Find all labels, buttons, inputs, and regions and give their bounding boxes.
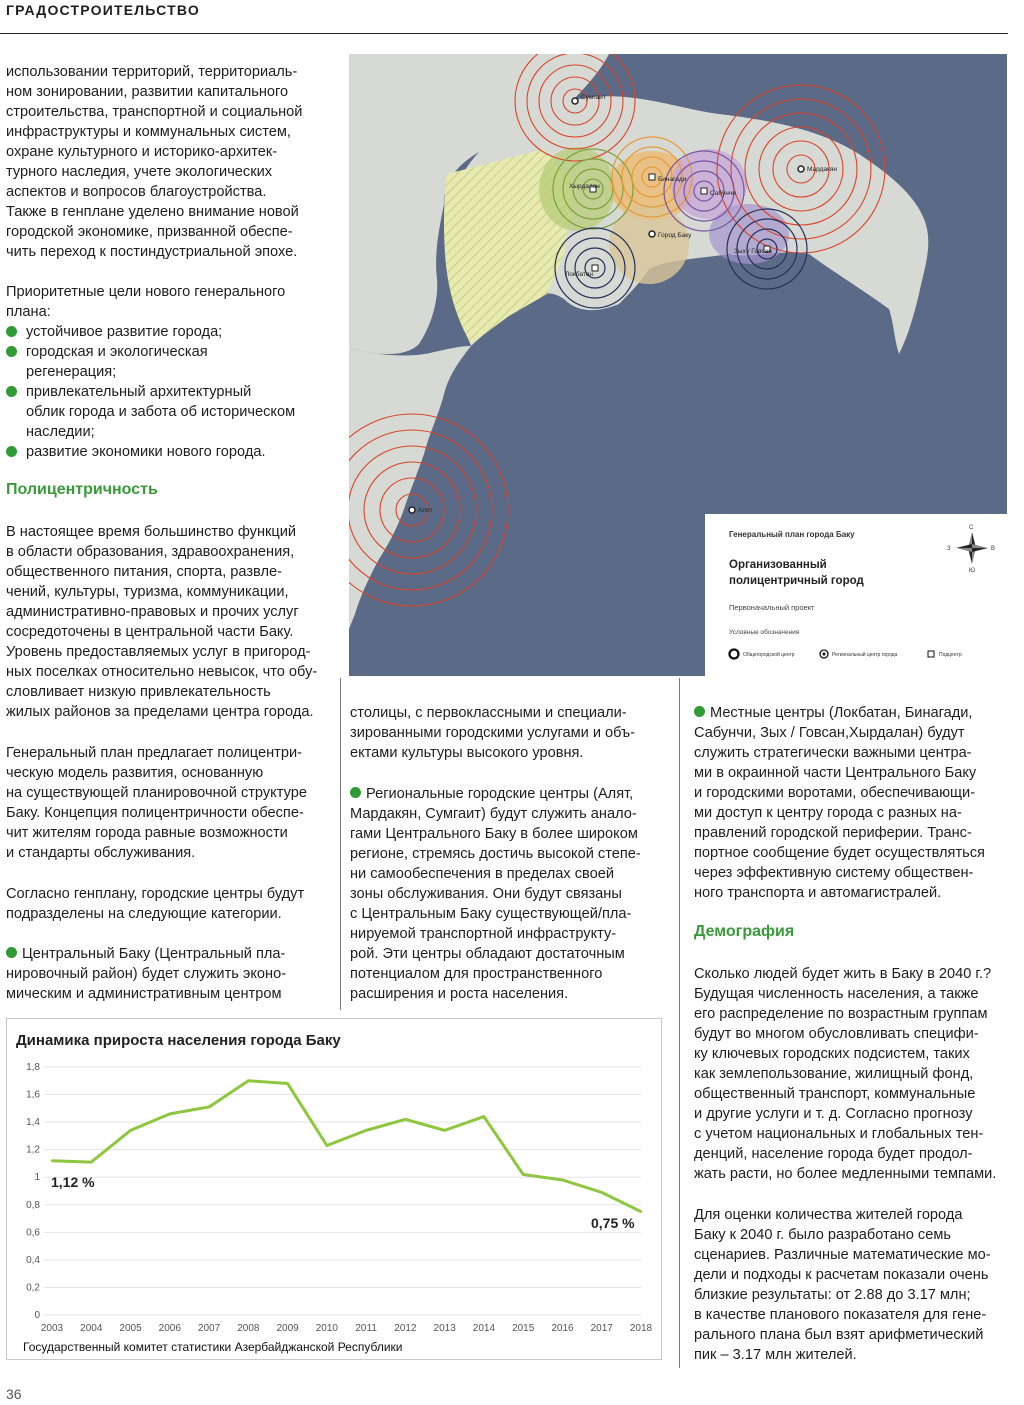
x-tick-label: 2010 xyxy=(315,1323,338,1334)
legend-heading-line2: полицентричный город xyxy=(729,575,864,587)
y-tick-label: 0,4 xyxy=(26,1254,40,1266)
list-item xyxy=(6,382,328,442)
legend-subcenter-icon xyxy=(928,651,934,657)
x-tick-label: 2018 xyxy=(629,1323,653,1334)
compass-west: З xyxy=(947,546,951,552)
center-marker xyxy=(409,507,415,513)
chart-x-axis xyxy=(41,1323,653,1334)
map-label-baku: Город Баку xyxy=(658,232,692,239)
data-point xyxy=(483,1115,485,1117)
compass-north: С xyxy=(969,525,974,531)
list-item-text: развитие экономики нового города. xyxy=(26,444,266,460)
bullet-dot xyxy=(6,346,17,357)
center-marker xyxy=(572,98,578,104)
list-item-text: устойчивое развитие города; xyxy=(26,324,223,340)
y-tick-label: 0,6 xyxy=(26,1227,40,1239)
y-tick-label: 1,2 xyxy=(26,1144,40,1156)
regional-centers-text: Региональные городские центры (Алят, Мардакян, Сумгаит) будут служить анало- гами Центрального Баку в более широком регионе, стремясь достичь высокой степе- ни самообеспечения в пределах своей зоны обслуживания. Они будут связаны с Центральным Баку существующей/пла- нируемой транспортной инфраструкту- рой. Эти центры обладают достаточным потенциалом для пространственного расширения и роста населения. xyxy=(350,786,641,1002)
legend-key-title: Условные обозначения xyxy=(729,629,800,636)
central-baku-paragraph xyxy=(6,944,336,1004)
chart-canvas xyxy=(7,1019,661,1359)
x-tick-label: 2007 xyxy=(197,1323,221,1334)
x-tick-label: 2017 xyxy=(590,1323,613,1334)
x-tick-label: 2014 xyxy=(472,1323,496,1334)
map-label-sumgait: Сумгаит xyxy=(581,94,606,101)
list-item xyxy=(6,442,328,462)
population-growth-chart xyxy=(6,1018,662,1360)
bullet-dot xyxy=(694,706,705,717)
data-point xyxy=(286,1082,288,1084)
chart-series-line xyxy=(52,1081,641,1212)
bullet-dot xyxy=(6,446,17,457)
data-point xyxy=(365,1129,367,1131)
center-marker xyxy=(649,174,655,180)
legend-subtitle: Первоначальный проект xyxy=(729,603,815,612)
data-point xyxy=(640,1210,642,1212)
local-centers-paragraph xyxy=(694,703,1014,903)
section-title: ГРАДОСТРОИТЕЛЬСТВО xyxy=(6,2,200,18)
annotation-end: 0,75 % xyxy=(591,1215,635,1231)
legend-city-center-icon xyxy=(730,650,739,659)
data-point xyxy=(51,1159,53,1161)
x-tick-label: 2008 xyxy=(237,1323,260,1334)
intro-paragraph: использовании территорий, территориаль- ном зонировании, развитии капитального строительства, транспортной и социальной инфраструктуры и коммунальных систем, охране культурного и историко-архитек- турного наследия, учете экологических аспектов и вопросов благоустройства. Также в генплане уделено внимание новой городской экономике, призванной обеспе- чить переход к постиндустриальной эпохе. xyxy=(6,64,303,260)
compass-east: В xyxy=(991,546,996,552)
data-point xyxy=(129,1129,131,1131)
legend-heading-line1: Организованный xyxy=(729,559,827,571)
data-point xyxy=(404,1118,406,1120)
polycentricity-paragraph-3: Согласно генплану, городские центры будут подразделены на следующие категории. xyxy=(6,886,305,922)
bullet-dot xyxy=(6,386,17,397)
legend-regional-center-dot xyxy=(823,653,826,656)
list-item-text: городская и экологическая регенерация; xyxy=(26,344,208,380)
x-tick-label: 2012 xyxy=(394,1323,417,1334)
x-tick-label: 2009 xyxy=(276,1323,299,1334)
x-tick-label: 2013 xyxy=(433,1323,456,1334)
zone-tan xyxy=(609,204,689,284)
column-divider xyxy=(340,678,341,1010)
map-label-binagadi: Бинагади xyxy=(658,176,687,183)
center-marker xyxy=(701,188,707,194)
map-label-lokbatan: Локбатан xyxy=(565,271,594,278)
y-tick-label: 1 xyxy=(34,1172,40,1184)
col2-paragraph-1: столицы, с первоклассными и специали- зированными городскими услугами и объ- ектами культуры высокого уровня. xyxy=(350,705,636,761)
data-point xyxy=(90,1161,92,1163)
list-item xyxy=(6,342,328,382)
y-tick-label: 0,2 xyxy=(26,1282,40,1294)
center-marker xyxy=(798,166,804,172)
polycentricity-paragraph-2: Генеральный план предлагает полицентри- ческую модель развития, основанную на существующей планировочной структуре Баку. Концепция полицентричности обеспе- чит жителям города равные возможности и стандарты обслуживания. xyxy=(6,745,307,861)
chart-title: Динамика прироста населения города Баку xyxy=(16,1032,341,1049)
legend-title: Генеральный план города Баку xyxy=(729,530,855,539)
annotation-start: 1,12 % xyxy=(51,1174,95,1190)
y-tick-label: 0,8 xyxy=(26,1199,40,1211)
list-item-text: привлекательный архитектурный облик города и забота об историческом наследии; xyxy=(26,384,296,440)
x-tick-label: 2016 xyxy=(551,1323,574,1334)
data-point xyxy=(561,1179,563,1181)
y-tick-label: 1,4 xyxy=(26,1117,40,1129)
compass-south: Ю xyxy=(969,568,976,574)
local-centers-text: Местные центры (Локбатан, Бинагади, Сабунчи, Зых / Говсан,Хырдалан) будут служить стратегически важными центра- ми в окраинной части Центрального Баку и городскими воротами, обеспечивающи- ми доступ к центру города с разных на- правлений городской периферии. Транс- портное сообщение будет осуществляться через эффективную систему обществен- ного транспорта и автомагистралей. xyxy=(694,705,985,901)
priorities-list xyxy=(6,322,328,462)
legend-item-city-center: Общегородской центр xyxy=(743,652,795,658)
page-number: 36 xyxy=(6,1386,22,1402)
chart-source: Государственный комитет статистики Азербайджанской Республики xyxy=(23,1340,403,1354)
x-tick-label: 2004 xyxy=(80,1323,103,1334)
data-point xyxy=(522,1173,524,1175)
y-tick-label: 1,6 xyxy=(26,1089,40,1101)
legend-item-subcenter: Подцентр xyxy=(939,652,962,658)
data-point xyxy=(443,1129,445,1131)
demography-paragraph-2: Для оценки количества жителей города Баку к 2040 г. было разработано семь сценариев. Различные математические мо- дели и подходы к расчетам показали очень близкие результаты: от 2.88 до 3.17 млн; в качестве планового показателя для гене- рального плана был взят арифметический пик – 3.17 млн жителей. xyxy=(694,1207,991,1363)
header-rule xyxy=(0,33,1008,34)
y-tick-label: 1,8 xyxy=(26,1062,40,1073)
y-tick-label: 0 xyxy=(34,1310,40,1321)
central-baku-text: Центральный Баку (Центральный пла- нировочный район) будет служить эконо- мическим и административным центром xyxy=(6,946,287,1002)
list-item xyxy=(6,322,328,342)
map-label-khirdalan: Хырдалан xyxy=(569,183,600,190)
x-tick-label: 2015 xyxy=(512,1323,535,1334)
chart-y-axis xyxy=(26,1062,40,1321)
legend-item-regional-center: Региональный центр города xyxy=(832,652,898,658)
bullet-dot xyxy=(6,326,17,337)
data-point xyxy=(247,1080,249,1082)
data-point xyxy=(208,1106,210,1108)
map-label-alat: Алят xyxy=(418,507,433,514)
heading-polycentricity: Полицентричность xyxy=(6,481,158,498)
regional-centers-paragraph xyxy=(350,784,670,1004)
x-tick-label: 2006 xyxy=(158,1323,181,1334)
master-plan-map xyxy=(349,54,1007,676)
chart-grid xyxy=(44,1067,641,1315)
center-marker xyxy=(649,231,655,237)
data-point xyxy=(326,1144,328,1146)
demography-paragraph-1: Сколько людей будет жить в Баку в 2040 г.? Будущая численность населения, а также его распределение по возрастным группам будут во многом обусловливать специфи- ку ключевых городских подсистем, таких как землепользование, жилищный фонд, общественный транспорт, коммунальные и другие услуги и т. д. Согласно прогнозу с учетом национальных и глобальных тен- денций, население города будет продол- жать расти, но более медленными темпами. xyxy=(694,966,997,1182)
map-label-sabunchi: Сабунчи xyxy=(710,190,736,197)
map-label-zykh: Зых / Говсан xyxy=(734,248,772,255)
x-tick-label: 2003 xyxy=(40,1323,64,1334)
map-label-mardakan: Мардакян xyxy=(807,166,837,173)
data-point xyxy=(601,1191,603,1193)
column-divider xyxy=(679,678,680,1368)
x-tick-label: 2005 xyxy=(119,1323,142,1334)
priorities-intro: Приоритетные цели нового генерального плана: xyxy=(6,284,286,320)
heading-demography: Демография xyxy=(694,923,795,940)
bullet-dot xyxy=(6,947,17,958)
polycentricity-paragraph-1: В настоящее время большинство функций в области образования, здравоохранения, общественного питания, спорта, развле- чений, культуры, туризма, коммуникации, административно-правовых и прочих услуг сосредоточены в центральной части Баку. Уровень предоставляемых услуг в пригород- ных поселках относительно невысок, что обу- словливает низкую привлекательность жилых районов за пределами центра города. xyxy=(6,524,318,720)
bullet-dot xyxy=(350,787,361,798)
x-tick-label: 2011 xyxy=(355,1323,377,1334)
data-point xyxy=(169,1113,171,1115)
